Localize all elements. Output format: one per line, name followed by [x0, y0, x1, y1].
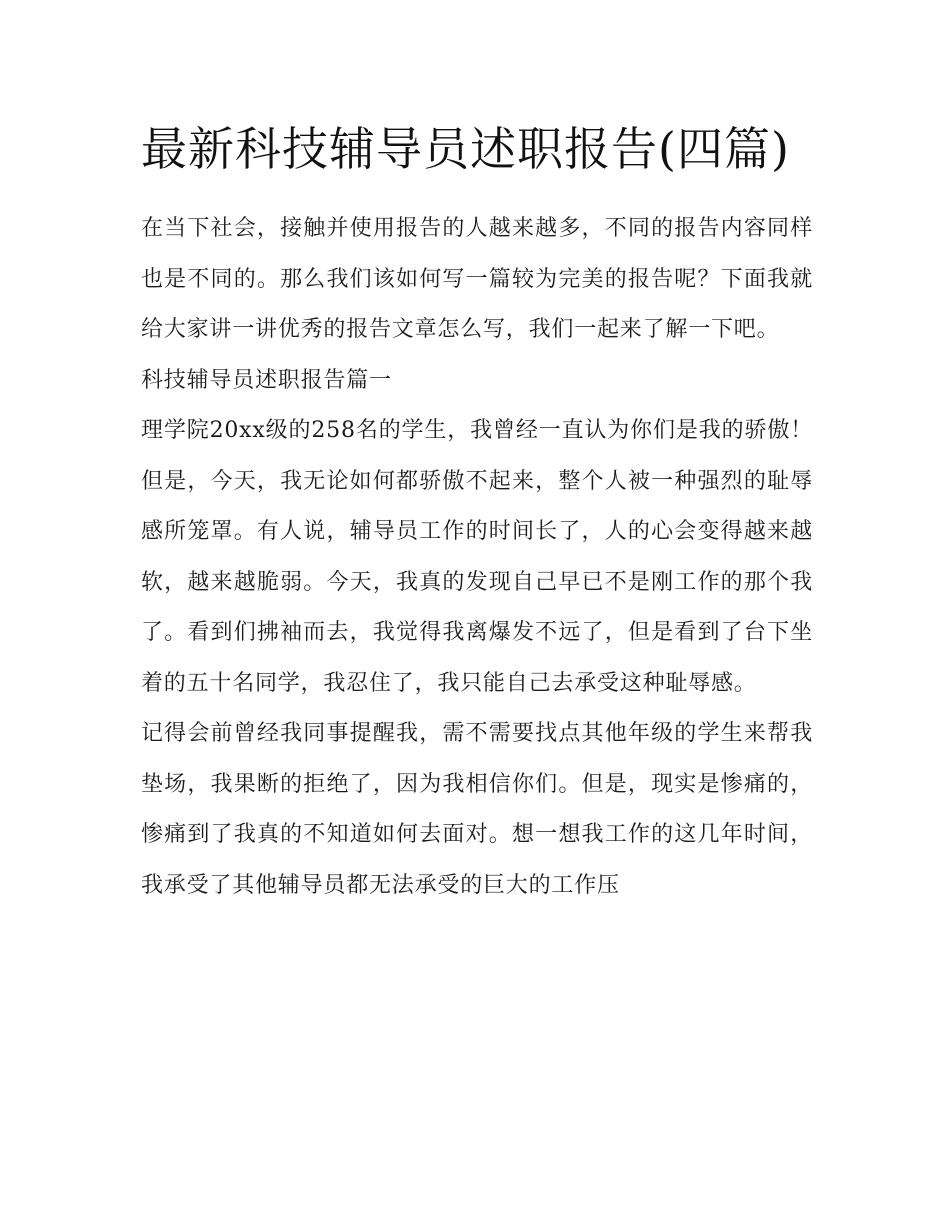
section-heading: 科技辅导员述职报告篇一	[141, 367, 392, 393]
body-paragraph-1: 理学院20xx级的258名的学生，我曾经一直认为你们是我的骄傲！但是，今天，我无论如何都骄傲不起来，整个人被一种强烈的耻辱感所笼罩。有人说，辅导员工作的时间长了，人的心会变得越来越软，越来越脆弱。今天，我真的发现自己早已不是刚工作的那个我了。看到们拂袖而去，我觉得我离爆发不远了，但是看到了台下坐着的五十名同学，我忍住了，我只能自己去承受这种耻辱感。	[141, 418, 813, 696]
intro-paragraph: 在当下社会，接触并使用报告的人越来越多，不同的报告内容同样也是不同的。那么我们该如何写一篇较为完美的报告呢？下面我就给大家讲一讲优秀的报告文章怎么写，我们一起来了解一下吧。	[141, 216, 813, 342]
document-title: 最新科技辅导员述职报告(四篇)	[141, 122, 790, 176]
document-body	[141, 112, 813, 911]
body-paragraph-2: 记得会前曾经我同事提醒我，需不需要找点其他年级的学生来帮我垫场，我果断的拒绝了，因为我相信你们。但是，现实是惨痛的，惨痛到了我真的不知道如何去面对。想一想我工作的这几年时间，我承受了其他辅导员都无法承受的巨大的工作压	[141, 721, 813, 898]
